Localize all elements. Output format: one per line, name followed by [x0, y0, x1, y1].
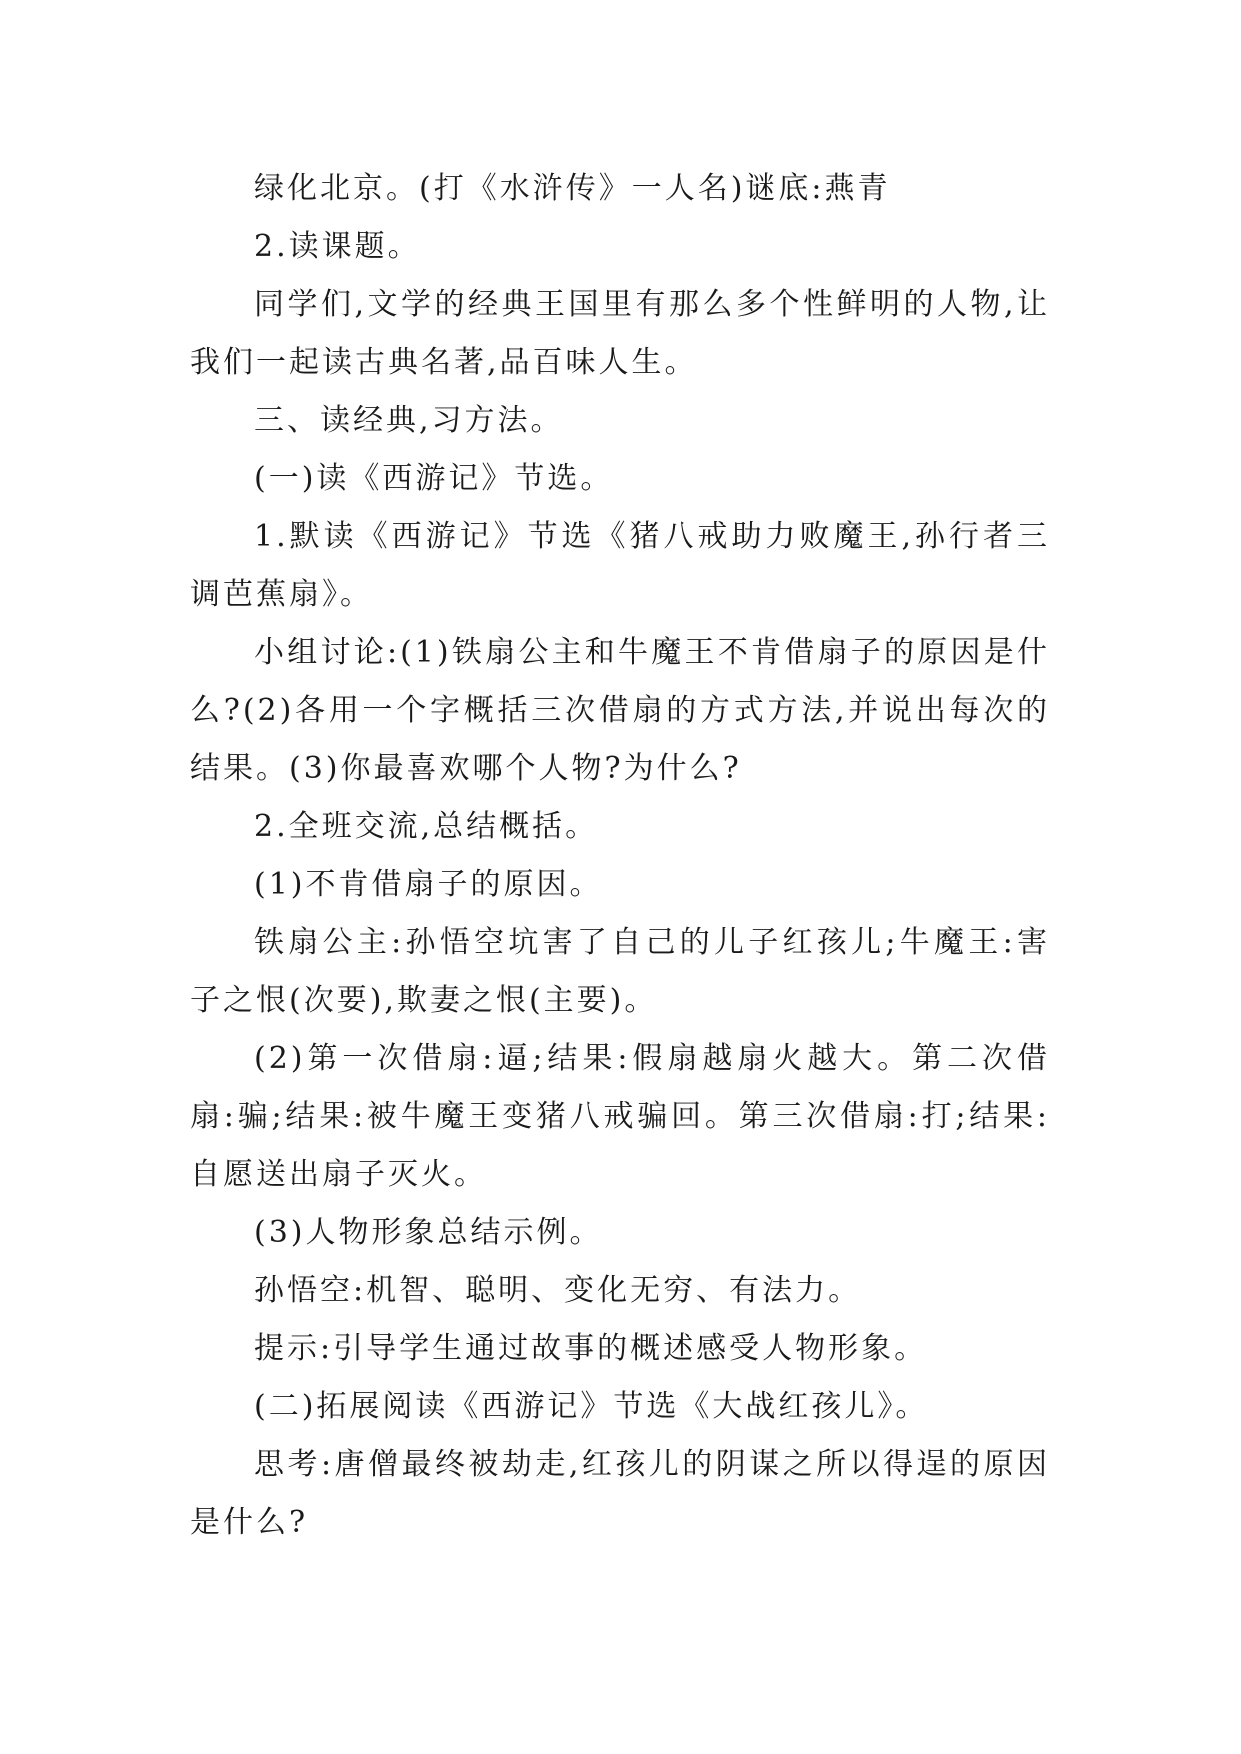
paragraph-read-title: 2.读课题。 [254, 229, 421, 264]
paragraph-three-attempts: (2)第一次借扇:逼;结果:假扇越扇火越大。第二次借扇:骗;结果:被牛魔王变猪八戒骗回。第三次借扇:打;结果:自愿送出扇子灭火。 [190, 1041, 1050, 1192]
paragraph-intro: 同学们,文学的经典王国里有那么多个性鲜明的人物,让我们一起读古典名著,品百味人生。 [190, 287, 1050, 380]
paragraph-silent-reading: 1.默读《西游记》节选《猪八戒助力败魔王,孙行者三调芭蕉扇》。 [190, 519, 1050, 612]
paragraph-riddle-answer: 绿化北京。(打《水浒传》一人名)谜底:燕青 [254, 171, 891, 206]
paragraph-sun-wukong: 孙悟空:机智、聪明、变化无穷、有法力。 [254, 1273, 862, 1308]
section-heading-three: 三、读经典,习方法。 [254, 403, 564, 438]
paragraph-hint: 提示:引导学生通过故事的概述感受人物形象。 [254, 1331, 928, 1366]
subsection-heading-two: (二)拓展阅读《西游记》节选《大战红孩儿》。 [254, 1389, 929, 1424]
subsection-heading-one: (一)读《西游记》节选。 [254, 461, 614, 496]
document-body [190, 160, 1050, 1552]
paragraph-reason-heading: (1)不肯借扇子的原因。 [254, 867, 603, 902]
paragraph-thinking-question: 思考:唐僧最终被劫走,红孩儿的阴谋之所以得逞的原因是什么? [190, 1447, 1050, 1540]
paragraph-group-discussion: 小组讨论:(1)铁扇公主和牛魔王不肯借扇子的原因是什么?(2)各用一个字概括三次借扇的方式方法,并说出每次的结果。(3)你最喜欢哪个人物?为什么? [190, 635, 1050, 786]
paragraph-class-exchange: 2.全班交流,总结概括。 [254, 809, 599, 844]
paragraph-character-heading: (3)人物形象总结示例。 [254, 1215, 603, 1250]
paragraph-reason-detail: 铁扇公主:孙悟空坑害了自己的儿子红孩儿;牛魔王:害子之恨(次要),欺妻之恨(主要)。 [190, 925, 1050, 1018]
